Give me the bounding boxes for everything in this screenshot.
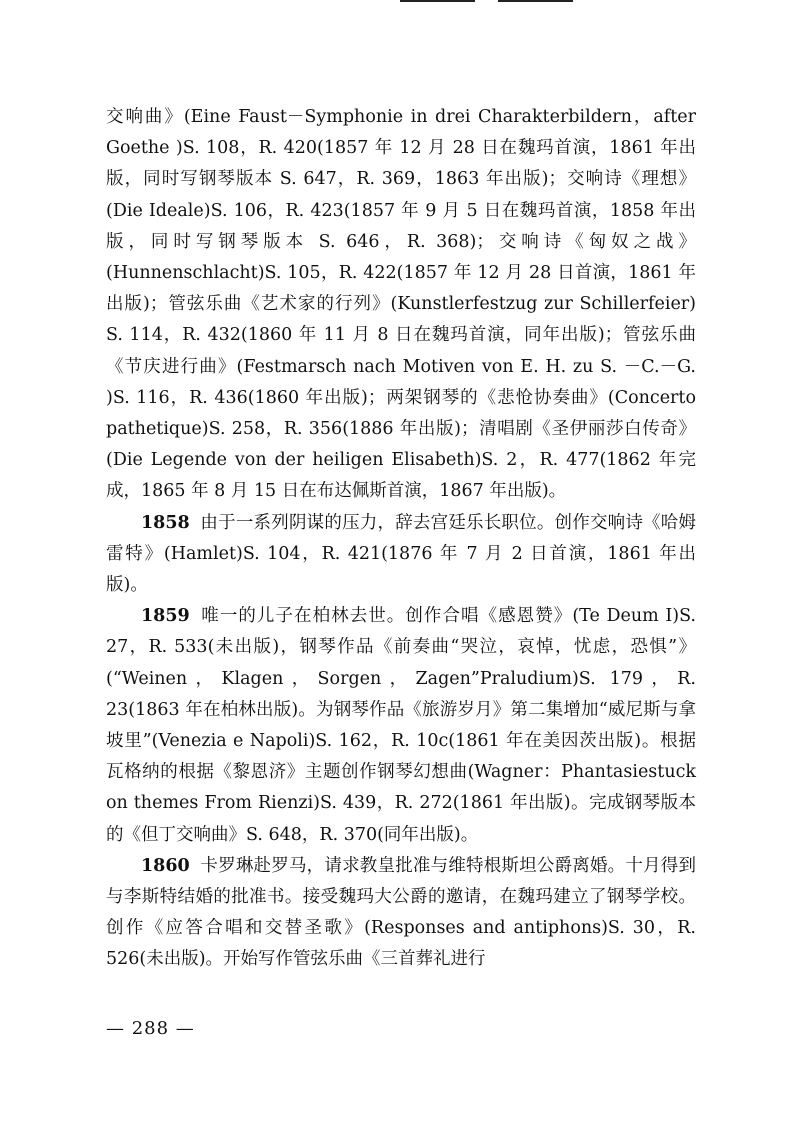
paragraph-1860 bbox=[106, 851, 696, 976]
paragraph-1859 bbox=[106, 601, 696, 851]
top-rule bbox=[400, 0, 475, 2]
year-heading: 1860 bbox=[141, 855, 190, 876]
year-heading: 1859 bbox=[141, 606, 190, 627]
paragraph-text: 卡罗琳赴罗马，请求教皇批准与维特根斯坦公爵离婚。十月得到与李斯特结婚的批准书。接受魏玛大公爵的邀请，在魏玛建立了钢琴学校。创作《应答合唱和交替圣歌》(Responses and antiphons)S. 30，R. 526(未出版)。开始写作管弦乐曲《三首葬礼进行 bbox=[106, 855, 696, 970]
body-text bbox=[106, 102, 696, 976]
paragraph-continuation bbox=[106, 102, 696, 508]
top-rule bbox=[498, 0, 573, 2]
paragraph-text: 交响曲》(Eine Faust－Symphonie in drei Charakterbildern，after Goethe )S. 108，R. 420(1857 年 12 月 28 日在魏玛首演，1861 年出版，同时写钢琴版本 S. 647，R. 369，1863 年出版)；交响诗《理想》(Die Ideale)S. 106，R. 423(1857 年 9 月 5 日在魏玛首演，1858 年出版，同时写钢琴版本 S. 646，R. 368)；交响诗《匈奴之战》(Hunnenschlacht)S. 105，R. 422(1857 年 12 月 28 日首演，1861 年出版)；管弦乐曲《艺术家的行列》(Kunstlerfestzug zur Schillerfeier) S. 114，R. 432(1860 年 11 月 8 日在魏玛首演，同年出版)；管弦乐曲《节庆进行曲》(Festmarsch nach Motiven von E. H. zu S. －C.－G. )S. 116，R. 436(1860 年出版)；两架钢琴的《悲怆协奏曲》(Concerto pathetique)S. 258，R. 356(1886 年出版)；清唱剧《圣伊丽莎白传奇》(Die Legende von der heiligen Elisabeth)S. 2，R. 477(1862 年完成，1865 年 8 月 15 日在布达佩斯首演，1867 年出版)。 bbox=[106, 107, 696, 502]
paragraph-text: 由于一系列阴谋的压力，辞去宫廷乐长职位。创作交响诗《哈姆雷特》(Hamlet)S. 104，R. 421(1876 年 7 月 2 日首演，1861 年出版)。 bbox=[106, 512, 696, 596]
paragraph-text: 唯一的儿子在柏林去世。创作合唱《感恩赞》(Te Deum I)S. 27，R. 533(未出版)，钢琴作品《前奏曲“哭泣，哀悼，忧虑，恐惧”》(“Weinen，Klagen，Sorgen，Zagen”Praludium)S. 179，R. 23(1863 年在柏林出版)。为钢琴作品《旅游岁月》第二集增加“威尼斯与拿坡里”(Venezia e Napoli)S. 162，R. 10c(1861 年在美因茨出版)。根据瓦格纳的根据《黎恩济》主题创作钢琴幻想曲(Wagner：Phantasiestuck on themes From Rienzi)S. 439，R. 272(1861 年出版)。完成钢琴版本的《但丁交响曲》S. 648，R. 370(同年出版)。 bbox=[106, 606, 696, 845]
year-heading: 1858 bbox=[141, 512, 190, 533]
paragraph-1858 bbox=[106, 508, 696, 602]
page-number: — 288 — bbox=[106, 1018, 195, 1039]
